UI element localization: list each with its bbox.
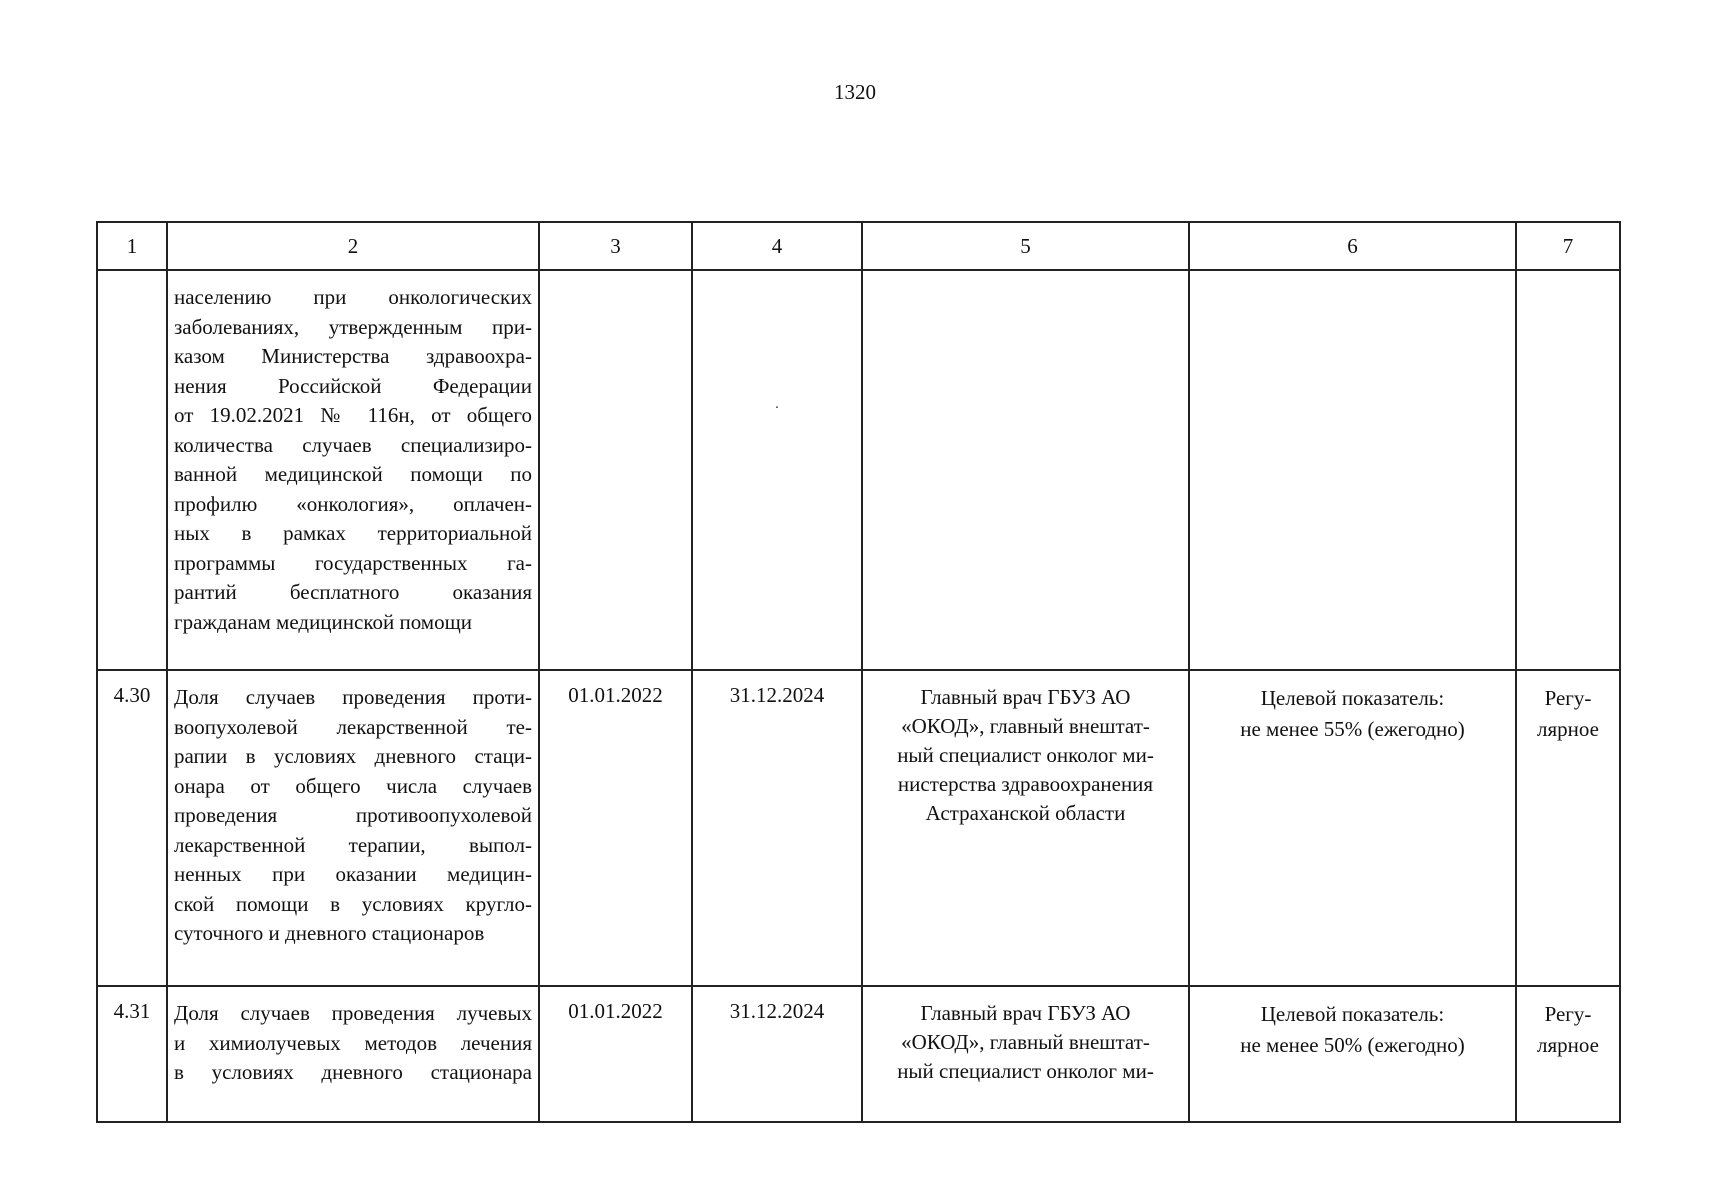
page-number: 1320	[834, 80, 876, 104]
description-line: рантий бесплатного оказания	[174, 580, 532, 604]
table-row	[97, 670, 1620, 986]
description-line: онара от общего числа случаев	[174, 773, 532, 798]
cell-num: 4.31	[97, 986, 167, 1122]
header-col-4: 4	[692, 222, 862, 270]
responsible-line: ный специалист онколог ми-	[897, 1059, 1154, 1083]
cell-start-date: 01.01.2022	[539, 986, 692, 1122]
cell-end	[692, 270, 862, 670]
description-line: проведения противоопухолевой	[174, 803, 532, 827]
header-row	[97, 222, 1620, 270]
responsible-line: «ОКОД», главный внештат-	[901, 1030, 1150, 1054]
description-line: рапии в условиях дневного стаци-	[174, 744, 532, 768]
cell-responsible	[862, 986, 1189, 1122]
description-line: ных в рамках территориальной	[174, 521, 532, 545]
cell-target	[1189, 986, 1516, 1122]
cell-target	[1189, 670, 1516, 986]
description-line: воопухолевой лекарственной те-	[174, 714, 532, 739]
frequency-line: лярное	[1537, 1033, 1599, 1057]
target-line: не менее 55% (ежегодно)	[1240, 717, 1465, 741]
cell-frequency	[1516, 270, 1620, 670]
description-line: нения Российской Федерации	[174, 373, 532, 398]
target-line: не менее 50% (ежегодно)	[1240, 1033, 1465, 1057]
frequency-line: Регу-	[1544, 1002, 1592, 1026]
cell-responsible	[862, 670, 1189, 986]
responsible-line: нистерства здравоохранения	[897, 772, 1154, 796]
description-line: лекарственной терапии, выпол-	[174, 832, 532, 857]
description-line: и химиолучевых методов лечения	[174, 1030, 532, 1055]
description-line: профилю «онкология», оплачен-	[174, 491, 532, 516]
cell-description	[167, 986, 539, 1122]
description-line: населению при онкологических	[174, 285, 532, 309]
measures-table	[96, 221, 1621, 1123]
responsible-line: «ОКОД», главный внештат-	[901, 714, 1150, 738]
cell-end-date: 31.12.2024	[692, 670, 862, 986]
frequency-line: лярное	[1537, 717, 1599, 741]
responsible-line: ный специалист онколог ми-	[897, 743, 1154, 767]
cell-frequency	[1516, 986, 1620, 1122]
header-col-1: 1	[97, 222, 167, 270]
description-line: количества случаев специализиро-	[174, 432, 532, 457]
description-line: ванной медицинской помощи по	[174, 462, 532, 486]
description-line: ской помощи в условиях кругло-	[174, 891, 532, 916]
table-row-continuation	[97, 270, 1620, 670]
cell-target	[1189, 270, 1516, 670]
cell-end-date: 31.12.2024	[692, 986, 862, 1122]
description-line: в условиях дневного стационара	[174, 1060, 532, 1084]
cell-frequency	[1516, 670, 1620, 986]
description-line: казом Министерства здравоохра-	[174, 344, 532, 368]
target-line: Целевой показатель:	[1260, 686, 1445, 710]
header-col-2: 2	[167, 222, 539, 270]
responsible-line: Главный врач ГБУЗ АО	[920, 1001, 1131, 1025]
header-col-5: 5	[862, 222, 1189, 270]
responsible-line: Главный врач ГБУЗ АО	[920, 685, 1131, 709]
cell-start	[539, 270, 692, 670]
header-col-3: 3	[539, 222, 692, 270]
cell-num: 4.30	[97, 670, 167, 986]
cell-description	[167, 670, 539, 986]
description-line: Доля случаев проведения лучевых	[174, 1001, 532, 1025]
responsible-line: Астраханской области	[925, 801, 1126, 825]
frequency-line: Регу-	[1544, 686, 1592, 710]
description-line: заболеваниях, утвержденным при-	[174, 314, 532, 339]
header-col-6: 6	[1189, 222, 1516, 270]
cell-description	[167, 270, 539, 670]
description-line: ненных при оказании медицин-	[174, 862, 532, 886]
stray-dot: ·	[774, 401, 780, 416]
cell-num	[97, 270, 167, 670]
description-line: суточного и дневного стационаров	[174, 921, 485, 945]
header-col-7: 7	[1516, 222, 1620, 270]
cell-start-date: 01.01.2022	[539, 670, 692, 986]
cell-responsible	[862, 270, 1189, 670]
description-line: гражданам медицинской помощи	[174, 609, 472, 634]
description-line: Доля случаев проведения проти-	[174, 685, 532, 709]
table-row	[97, 986, 1620, 1122]
description-line: программы государственных га-	[174, 550, 532, 575]
target-line: Целевой показатель:	[1260, 1002, 1445, 1026]
description-line: от 19.02.2021 № 116н, от общего	[174, 403, 532, 427]
